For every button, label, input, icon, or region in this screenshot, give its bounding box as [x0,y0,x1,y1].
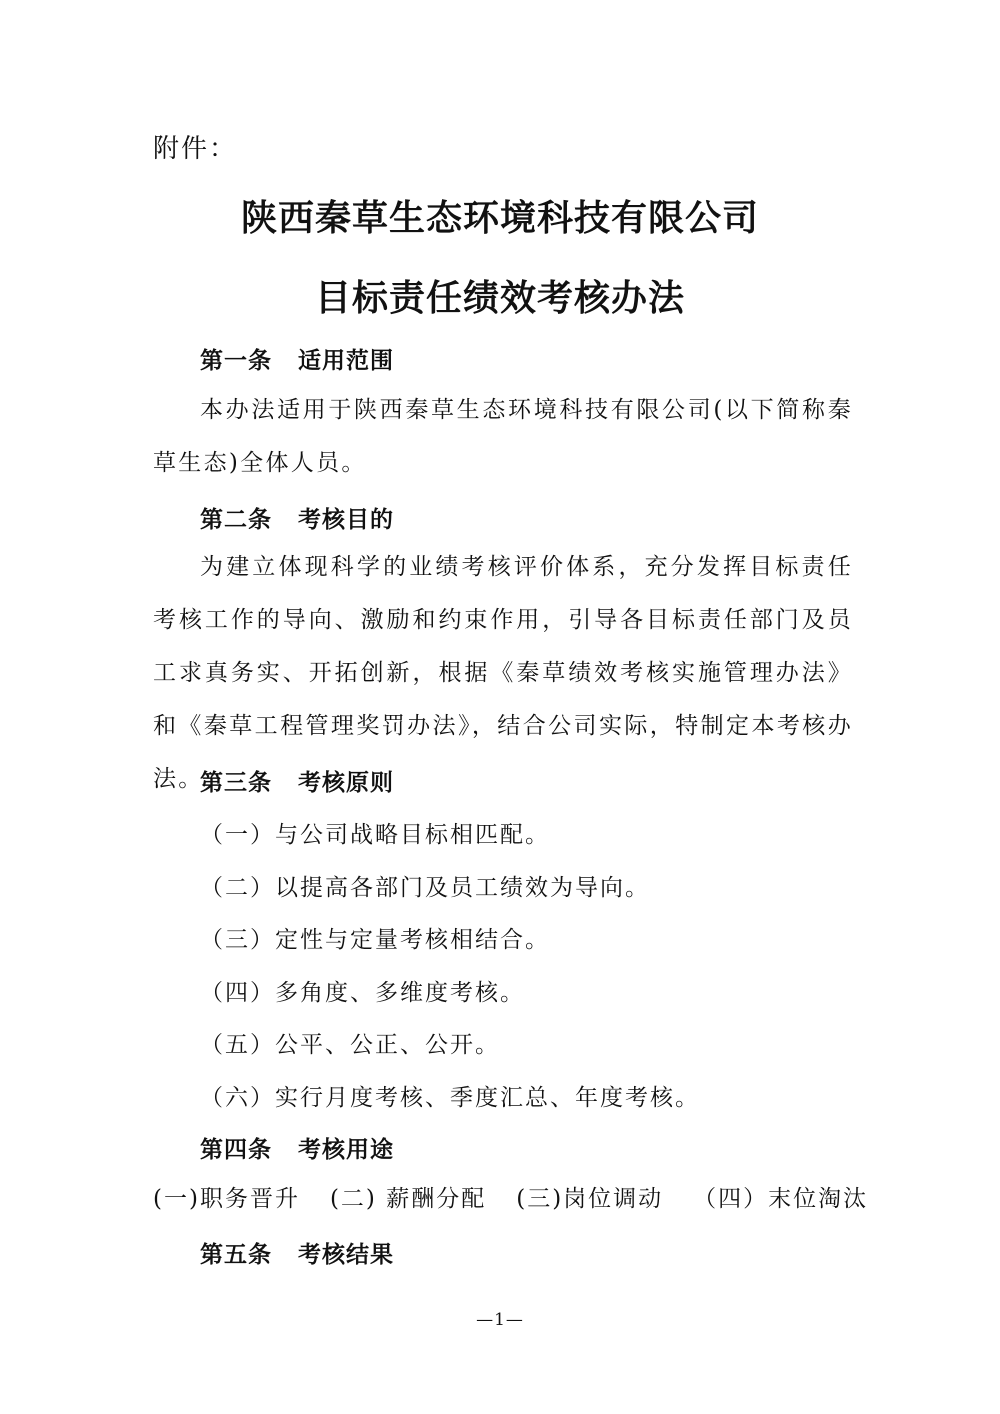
use-item: (三)岗位调动 [516,1186,664,1212]
article-number: 第五条 [200,1242,272,1268]
use-item: (二) 薪酬分配 [329,1186,487,1212]
article-1-text: 本办法适用于陕西秦草生态环境科技有限公司(以下简称秦草生态)全体人员。 [153,397,853,476]
principle-item: （六）实行月度考核、季度汇总、年度考核。 [200,1085,700,1111]
principle-item: （二）以提高各部门及员工绩效为导向。 [200,875,650,901]
article-number: 第二条 [200,507,272,533]
uses-list [153,1180,868,1213]
principle-item: （三）定性与定量考核相结合。 [200,927,550,953]
article-title: 考核原则 [298,770,394,796]
document-title-line1: 陕西秦草生态环境科技有限公司 [240,198,759,239]
article-5-heading [200,1236,394,1269]
attachment-label: 附件： [153,134,238,164]
article-number: 第四条 [200,1137,272,1163]
document-title-line2: 目标责任绩效考核办法 [314,278,685,319]
principle-item: （四）多角度、多维度考核。 [200,980,525,1006]
principle-item: （五）公平、公正、公开。 [200,1032,500,1058]
use-item: (一)职务晋升 [153,1186,300,1212]
article-2-text: 为建立体现科学的业绩考核评价体系，充分发挥目标责任考核工作的导向、激励和约束作用，引导各目标责任部门及员工求真务实、开拓创新，根据《秦草绩效考核实施管理办法》和《秦草工程管理奖罚办法》，结合公司实际，特制定本考核办法。 [153,554,853,792]
article-4-heading [200,1131,394,1164]
article-title: 考核用途 [298,1137,394,1163]
article-title: 适用范围 [298,348,394,374]
page-number: —1— [476,1310,524,1330]
article-3-heading [200,764,394,797]
article-title: 考核目的 [298,507,394,533]
use-item: （四）末位淘汰 [693,1186,869,1212]
article-2-heading [200,501,394,534]
article-1-heading [200,342,394,375]
article-title: 考核结果 [298,1242,394,1268]
principle-item: （一）与公司战略目标相匹配。 [200,822,550,848]
article-number: 第三条 [200,770,272,796]
article-number: 第一条 [200,348,272,374]
